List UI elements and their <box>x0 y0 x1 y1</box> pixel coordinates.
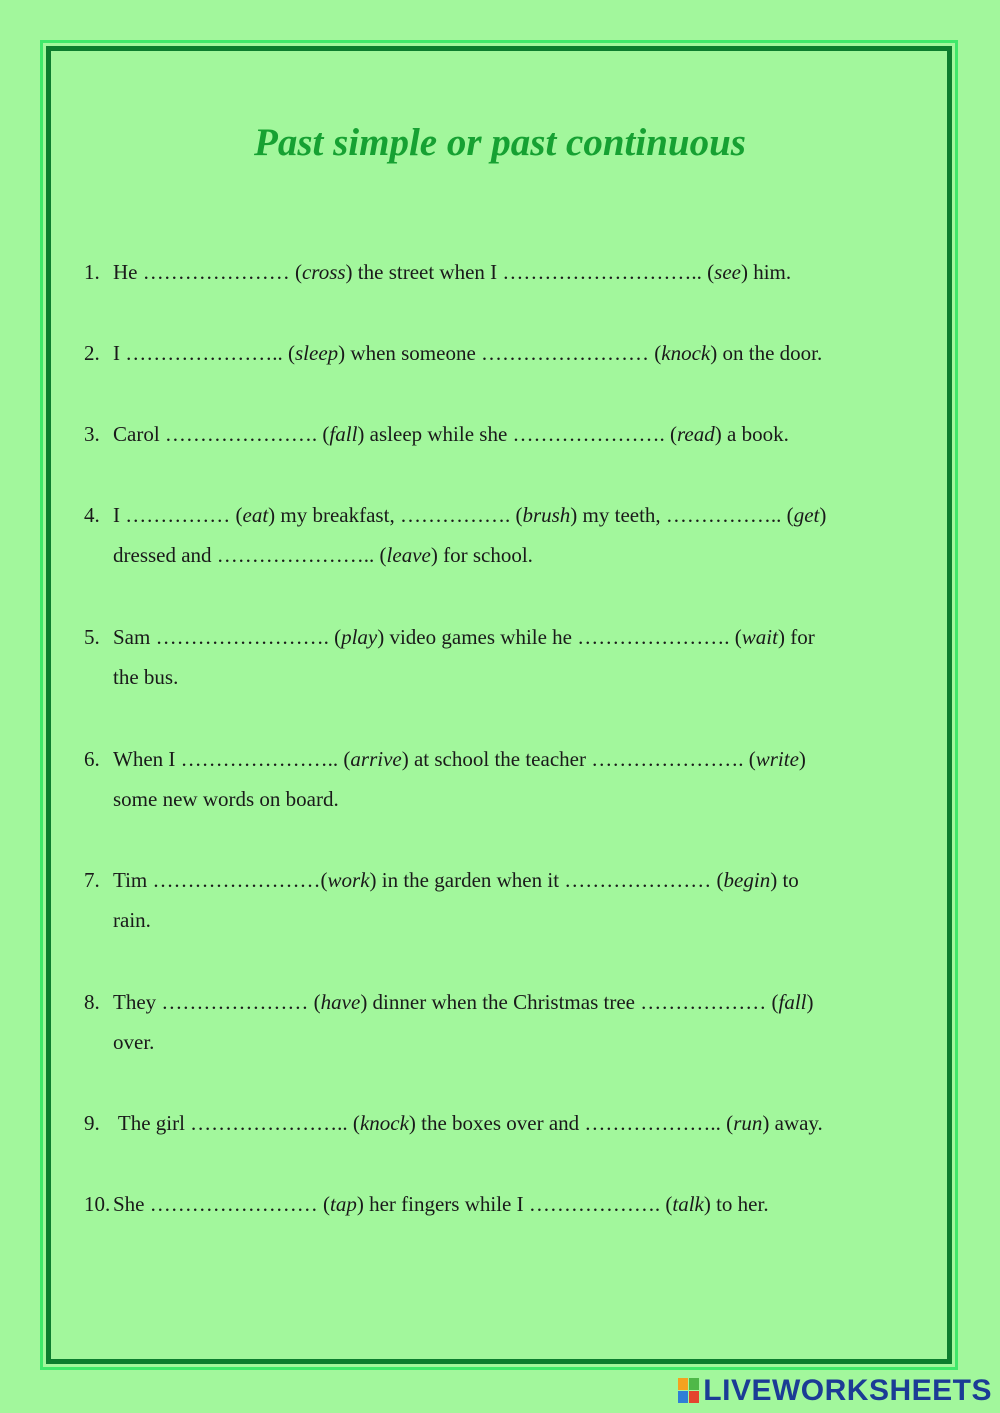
exercise-item <box>84 495 924 575</box>
exercise-line <box>84 657 924 697</box>
sentence-text: ) for <box>777 625 815 649</box>
sentence-text: I …………… ( <box>113 503 243 527</box>
verb-hint: talk <box>672 1192 704 1216</box>
exercise-number: 5. <box>84 625 100 649</box>
verb-hint: run <box>733 1111 763 1135</box>
sentence-text: ) him. <box>740 260 792 284</box>
exercise-line <box>84 252 924 292</box>
sentence-text: rain. <box>113 908 151 932</box>
verb-hint: play <box>341 625 378 649</box>
sentence-text: ) dinner when the Christmas tree ……………… ( <box>360 990 779 1014</box>
verb-hint: read <box>677 422 715 446</box>
sentence-text: the bus. <box>113 665 179 689</box>
sentence-text: ) at school the teacher …………………. ( <box>401 747 756 771</box>
exercise-item <box>84 982 924 1062</box>
verb-hint: begin <box>723 868 771 892</box>
exercise-number: 8. <box>84 990 100 1014</box>
exercise-line <box>84 982 924 1022</box>
sentence-text: ) to her. <box>703 1192 769 1216</box>
sentence-text: ) to <box>770 868 799 892</box>
verb-hint: arrive <box>350 747 402 771</box>
exercise-line <box>84 414 924 454</box>
sentence-text: The girl ………………….. ( <box>113 1111 360 1135</box>
exercise-line <box>84 900 924 940</box>
exercise-number: 3. <box>84 422 100 446</box>
verb-hint: cross <box>301 260 346 284</box>
exercise-number: 7. <box>84 868 100 892</box>
exercise-item <box>84 1103 924 1143</box>
sentence-text: ) my breakfast, ……………. ( <box>268 503 523 527</box>
worksheet-title: Past simple or past continuous <box>254 121 746 164</box>
exercise-number: 9. <box>84 1111 100 1135</box>
worksheet-frame-inner <box>46 46 952 1364</box>
verb-hint: sleep <box>295 341 339 365</box>
verb-hint: fall <box>778 990 807 1014</box>
verb-hint: see <box>714 260 741 284</box>
exercise-number: 2. <box>84 341 100 365</box>
sentence-text: Tim ……………………( <box>113 868 328 892</box>
sentence-text: ) on the door. <box>710 341 823 365</box>
sentence-text: Sam ……………………. ( <box>113 625 342 649</box>
exercise-number: 1. <box>84 260 100 284</box>
sentence-text: over. <box>113 1030 155 1054</box>
sentence-text: ) <box>806 990 814 1014</box>
sentence-text: ) for school. <box>430 543 533 567</box>
sentence-text: When I ………………….. ( <box>113 747 351 771</box>
sentence-text: They ………………… ( <box>113 990 321 1014</box>
sentence-text: She …………………… ( <box>113 1192 330 1216</box>
sentence-text: ) my teeth, …………….. ( <box>570 503 794 527</box>
sentence-text: ) her fingers while I ………………. ( <box>356 1192 673 1216</box>
sentence-text: ) the street when I ……………………….. ( <box>345 260 715 284</box>
sentence-text: some new words on board. <box>113 787 339 811</box>
verb-hint: have <box>320 990 361 1014</box>
exercise-number: 10. <box>84 1192 111 1216</box>
sentence-text: ) a book. <box>714 422 789 446</box>
sentence-text: ) when someone …………………… ( <box>338 341 662 365</box>
exercise-line <box>84 495 924 535</box>
exercise-item <box>84 617 924 697</box>
exercise-item <box>84 1184 924 1224</box>
exercise-item <box>84 333 924 373</box>
exercise-line <box>84 779 924 819</box>
verb-hint: knock <box>359 1111 409 1135</box>
liveworksheets-logo-icon <box>678 1378 700 1404</box>
verb-hint: fall <box>329 422 358 446</box>
exercise-line <box>84 860 924 900</box>
exercise-line <box>84 617 924 657</box>
exercise-line <box>84 535 924 575</box>
sentence-text: He ………………… ( <box>113 260 302 284</box>
exercise-line <box>84 1103 924 1143</box>
exercise-item <box>84 739 924 819</box>
exercise-number: 6. <box>84 747 100 771</box>
sentence-text: ) video games while he …………………. ( <box>377 625 742 649</box>
verb-hint: tap <box>330 1192 357 1216</box>
verb-hint: leave <box>386 543 431 567</box>
sentence-text: ) <box>819 503 827 527</box>
verb-hint: knock <box>661 341 711 365</box>
exercise-line <box>84 739 924 779</box>
sentence-text: I ………………….. ( <box>113 341 295 365</box>
exercise-line <box>84 333 924 373</box>
sentence-text: ) asleep while she …………………. ( <box>357 422 678 446</box>
exercise-number: 4. <box>84 503 100 527</box>
verb-hint: get <box>793 503 820 527</box>
exercise-item <box>84 414 924 454</box>
sentence-text: ) <box>798 747 806 771</box>
exercise-item <box>84 252 924 292</box>
sentence-text: Carol …………………. ( <box>113 422 330 446</box>
sentence-text: ) away. <box>762 1111 823 1135</box>
watermark-text: LIVEWORKSHEETS <box>703 1374 992 1407</box>
sentence-text: ) the boxes over and ……………….. ( <box>408 1111 734 1135</box>
sentence-text: ) in the garden when it ………………… ( <box>369 868 724 892</box>
verb-hint: eat <box>242 503 269 527</box>
exercise-line <box>84 1022 924 1062</box>
exercise-item <box>84 860 924 940</box>
verb-hint: wait <box>741 625 778 649</box>
verb-hint: write <box>755 747 799 771</box>
worksheet-frame <box>40 40 958 1370</box>
exercise-line <box>84 1184 924 1224</box>
sentence-text: dressed and ………………….. ( <box>113 543 387 567</box>
verb-hint: brush <box>522 503 571 527</box>
verb-hint: work <box>327 868 370 892</box>
liveworksheets-watermark <box>678 1373 992 1409</box>
